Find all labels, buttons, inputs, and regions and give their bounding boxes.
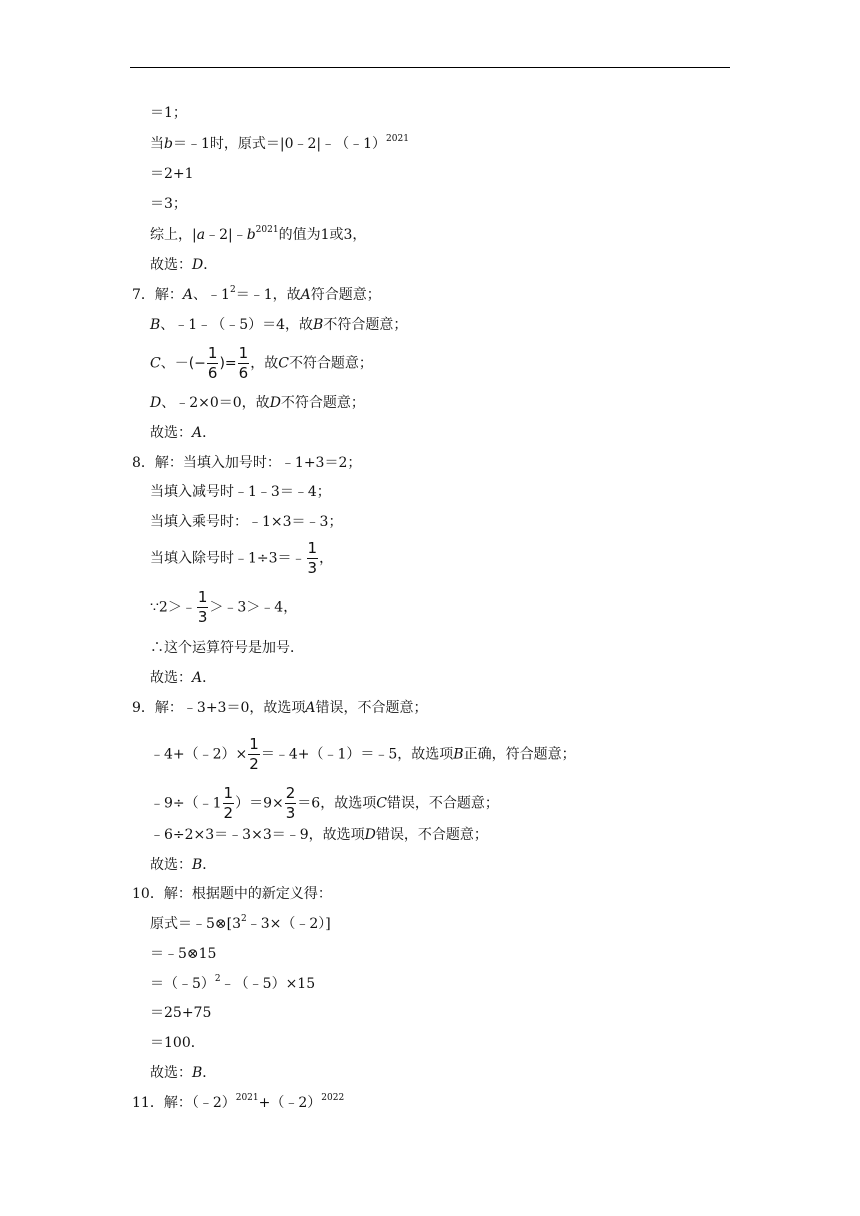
q10-line-5: ＝25+75 (150, 1005, 212, 1021)
q8-line-6: ∴这个运算符号是加号． (150, 640, 304, 656)
q8-line-1: 8．解：当填入加号时：﹣1+3＝2； (132, 455, 362, 471)
q6-answer: 故选：D． (150, 257, 218, 273)
q10-line-6: ＝100． (150, 1035, 205, 1051)
q8-line-4: 当填入除号时﹣1÷3＝﹣ $\frac{1}{3}$ ， (150, 539, 334, 577)
q8-line-2: 当填入减号时﹣1﹣3＝﹣4； (150, 484, 331, 500)
q9-line-4: ﹣6÷2×3＝﹣3×3＝﹣9，故选项D错误，不合题意； (150, 827, 488, 843)
fraction: $\frac{2}{3}$ (285, 784, 296, 822)
q10-line-2: 原式$=﹣5\otimes[3^2﹣3\times(﹣2)]$ (150, 914, 331, 932)
q6-line-4: ＝3； (150, 196, 187, 212)
q9-line-1: 9．解：﹣3+3＝0，故选项A错误，不合题意； (132, 700, 428, 716)
fraction: $\frac{1}{6}$ (238, 344, 249, 382)
q8-answer: 故选：A． (150, 670, 217, 686)
q6-line-2: 当b＝﹣1时，原式＝|0﹣2|﹣（﹣1）$^{2021}$ (150, 134, 409, 152)
header-rule (130, 67, 730, 68)
q8-line-5: ∵2＞﹣ $\frac{1}{3}$ ＞﹣3＞﹣4， (150, 588, 298, 626)
q7-answer: 故选：A． (150, 425, 217, 441)
q9-answer: 故选：B． (150, 857, 217, 873)
q9-line-2: ﹣4+（﹣2）× $\frac{1}{2}$ ＝﹣4+（﹣1）＝﹣5，故选项B正确，符合题意； (150, 735, 576, 773)
fraction: $\frac{1}{3}$ (307, 539, 318, 577)
q11-line-1: 11．解：（﹣2）$^{2021}$+（﹣2）$^{2022}$ (132, 1093, 345, 1111)
fraction: $\frac{1}{3}$ (197, 588, 208, 626)
q8-line-3: 当填入乘号时：﹣1×3＝﹣3； (150, 514, 343, 530)
fraction: $\frac{1}{2}$ (249, 735, 259, 773)
q10-answer: 故选：B． (150, 1065, 217, 1081)
q7-line-4: D、﹣2×0＝0，故D不符合题意； (150, 395, 365, 411)
q10-line-3: ＝﹣5⊗15 (150, 946, 217, 962)
q9-line-3: ﹣9÷（﹣1 $\frac{1}{2}$ ）＝9× $\frac{2}{3}$ ＝6，故选项C错误，不合题意； (150, 784, 499, 822)
q7-line-3: C、－(− $\frac{1}{6}$ )= $\frac{1}{6}$ ，故C不符合题意； (150, 344, 373, 382)
q10-line-4: ＝（﹣5）$^2$﹣（﹣5）×15 (150, 974, 316, 992)
q7-line-1: 7．解：A、$﹣1^2=﹣1$，故A符合题意； (132, 285, 381, 303)
q6-line-5: 综上，$|a﹣2|﹣b^{2021}$的值为1或3， (150, 225, 367, 243)
fraction: $\frac{1}{6}$ (207, 344, 218, 382)
q6-line-3: ＝2+1 (150, 166, 194, 182)
fraction: $\frac{1}{2}$ (223, 784, 234, 822)
q6-line-1: ＝1； (150, 105, 187, 121)
q7-line-2: B、﹣1﹣（﹣5）＝4，故B不符合题意； (150, 317, 408, 333)
q10-line-1: 10．解：根据题中的新定义得： (132, 886, 332, 902)
